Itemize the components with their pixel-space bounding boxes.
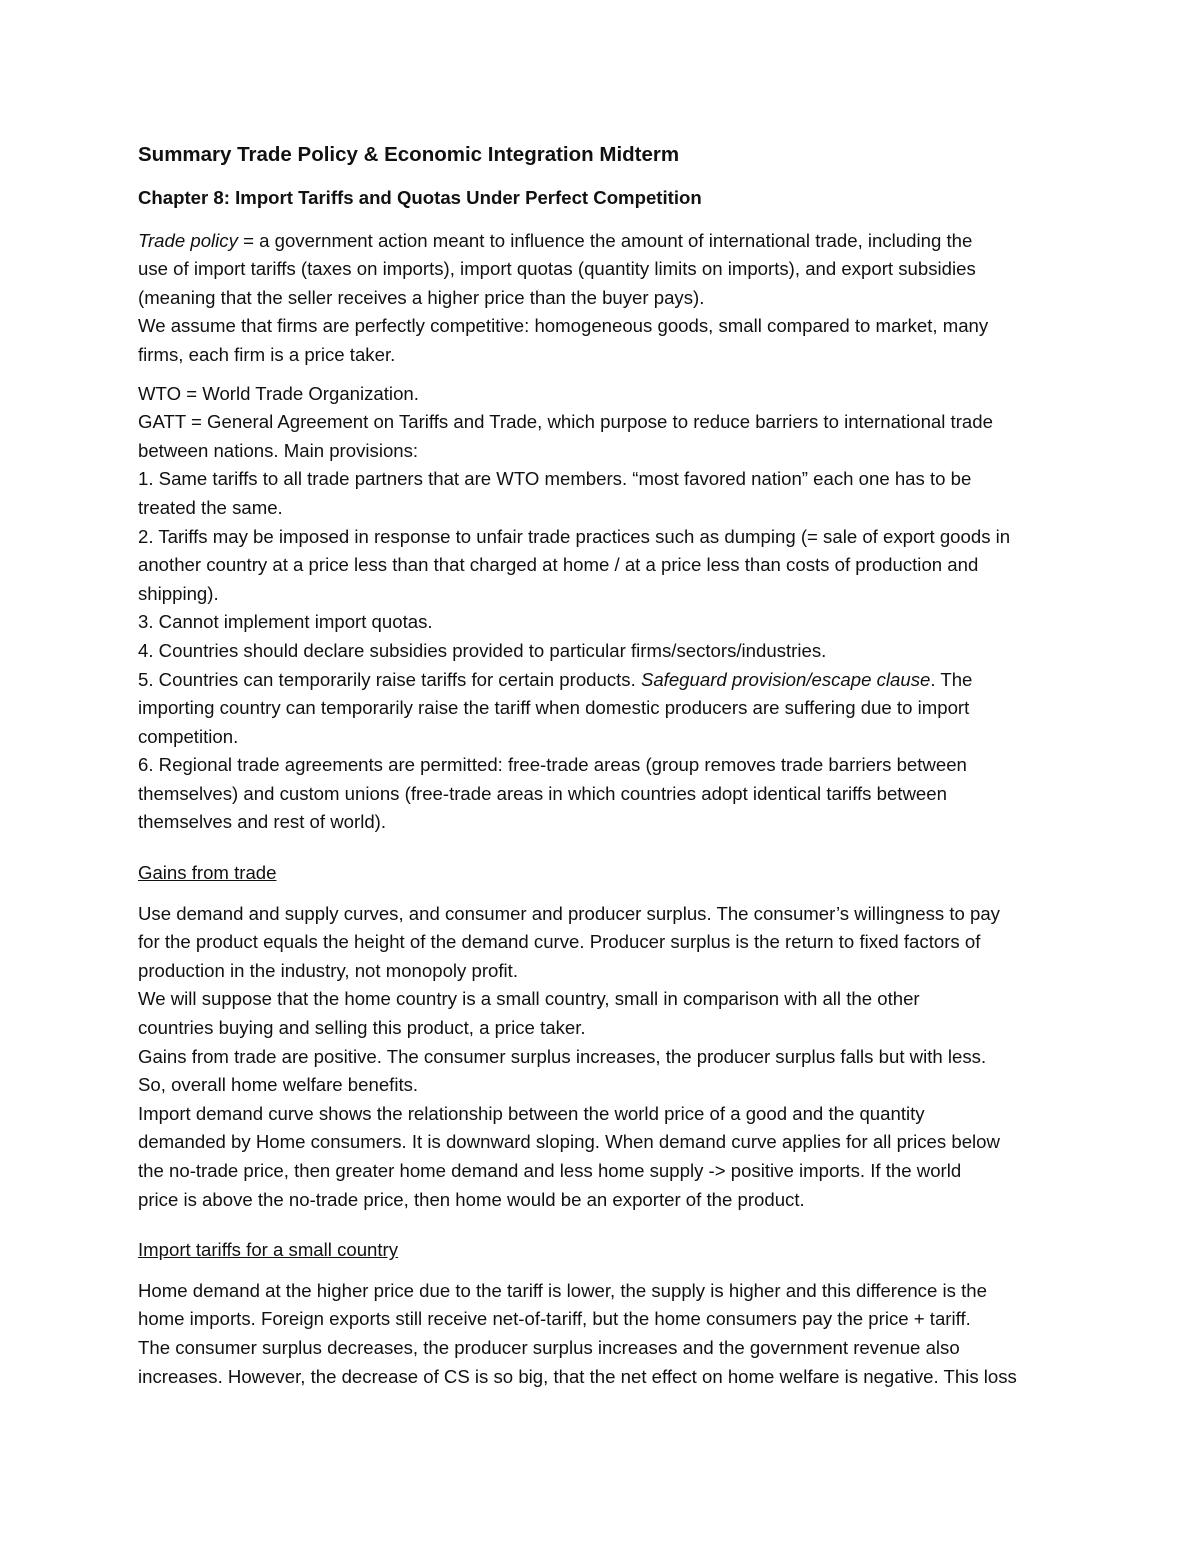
trade-policy-term: Trade policy bbox=[138, 229, 238, 251]
gains-paragraph bbox=[138, 900, 1068, 1215]
provision-3-line: 3. Cannot implement import quotas. bbox=[138, 611, 433, 633]
text-line: We assume that firms are perfectly competitive: homogeneous goods, small compared to market, many bbox=[138, 315, 989, 337]
tariffs-paragraph bbox=[138, 1277, 1068, 1391]
provision-2-line: 2. Tariffs may be imposed in response to unfair trade practices such as dumping (= sale of export goods in bbox=[138, 525, 1011, 547]
text-line: Home demand at the higher price due to the tariff is lower, the supply is higher and this difference is the bbox=[138, 1279, 987, 1301]
provision-5-line: importing country can temporarily raise the tariff when domestic producers are suffering due to import bbox=[138, 697, 970, 719]
text-line bbox=[138, 227, 1068, 256]
document-page bbox=[138, 140, 1068, 1401]
trade-policy-paragraph bbox=[138, 227, 1068, 370]
text-line: demanded by Home consumers. It is downward sloping. When demand curve applies for all prices below bbox=[138, 1131, 1000, 1153]
safeguard-term: Safeguard provision/escape clause bbox=[640, 668, 931, 690]
provision-2-line: shipping). bbox=[138, 582, 219, 604]
text-line: increases. However, the decrease of CS is so big, that the net effect on home welfare is negative. This loss bbox=[138, 1365, 1017, 1387]
text-line: countries buying and selling this product, a price taker. bbox=[138, 1017, 586, 1039]
text-line: We will suppose that the home country is a small country, small in comparison with all the other bbox=[138, 988, 920, 1010]
provision-5-line bbox=[138, 666, 1068, 695]
provision-6-line: themselves and rest of world). bbox=[138, 811, 387, 833]
document-title: Summary Trade Policy & Economic Integration Midterm bbox=[138, 143, 680, 166]
provision-1-line: treated the same. bbox=[138, 496, 283, 518]
text-line: home imports. Foreign exports still receive net-of-tariff, but the home consumers pay the price + tariff. bbox=[138, 1308, 971, 1330]
text-line: GATT = General Agreement on Tariffs and Trade, which purpose to reduce barriers to international trade bbox=[138, 411, 993, 433]
text-line: The consumer surplus decreases, the producer surplus increases and the government revenue also bbox=[138, 1336, 960, 1358]
wto-paragraph bbox=[138, 380, 1068, 838]
text-line: use of import tariffs (taxes on imports), import quotas (quantity limits on imports), and export subsidies bbox=[138, 258, 976, 280]
text-segment: 5. Countries can temporarily raise tariffs for certain products. bbox=[138, 668, 641, 690]
text-line: Gains from trade are positive. The consumer surplus increases, the producer surplus falls but with less. bbox=[138, 1045, 987, 1067]
text-line: the no-trade price, then greater home demand and less home supply -> positive imports. If the world bbox=[138, 1160, 962, 1181]
text-line: price is above the no-trade price, then home would be an exporter of the product. bbox=[138, 1188, 805, 1210]
text-line: production in the industry, not monopoly profit. bbox=[138, 959, 519, 981]
provision-5-line: competition. bbox=[138, 725, 239, 747]
chapter-heading: Chapter 8: Import Tariffs and Quotas Under Perfect Competition bbox=[138, 187, 702, 208]
text-line: (meaning that the seller receives a higher price than the buyer pays). bbox=[138, 286, 705, 308]
provision-1-line: 1. Same tariffs to all trade partners that are WTO members. “most favored nation” each one has to be bbox=[138, 468, 972, 490]
provision-2-line: another country at a price less than that charged at home / at a price less than costs of production and bbox=[138, 554, 979, 576]
text-line: firms, each firm is a price taker. bbox=[138, 343, 396, 365]
gains-section-heading: Gains from trade bbox=[138, 862, 277, 884]
provision-4-line: 4. Countries should declare subsidies provided to particular firms/sectors/industries. bbox=[138, 639, 827, 661]
provision-6-line: 6. Regional trade agreements are permitted: free-trade areas (group removes trade barriers between bbox=[138, 754, 967, 776]
text-line: Import demand curve shows the relationship between the world price of a good and the quantity bbox=[138, 1102, 925, 1124]
text-line-rest: = a government action meant to influence the amount of international trade, including the bbox=[237, 229, 973, 251]
tariffs-section-heading: Import tariffs for a small country bbox=[138, 1239, 399, 1261]
provision-6-line: themselves) and custom unions (free-trade areas in which countries adopt identical tariffs between bbox=[138, 782, 947, 804]
text-segment: . The bbox=[930, 668, 973, 690]
text-line: for the product equals the height of the demand curve. Producer surplus is the return to fixed factors of bbox=[138, 931, 981, 953]
text-line: Use demand and supply curves, and consumer and producer surplus. The consumer’s willingness to pay bbox=[138, 902, 1000, 924]
text-line: WTO = World Trade Organization. bbox=[138, 382, 419, 404]
text-line: So, overall home welfare benefits. bbox=[138, 1074, 419, 1096]
text-line: between nations. Main provisions: bbox=[138, 439, 419, 461]
